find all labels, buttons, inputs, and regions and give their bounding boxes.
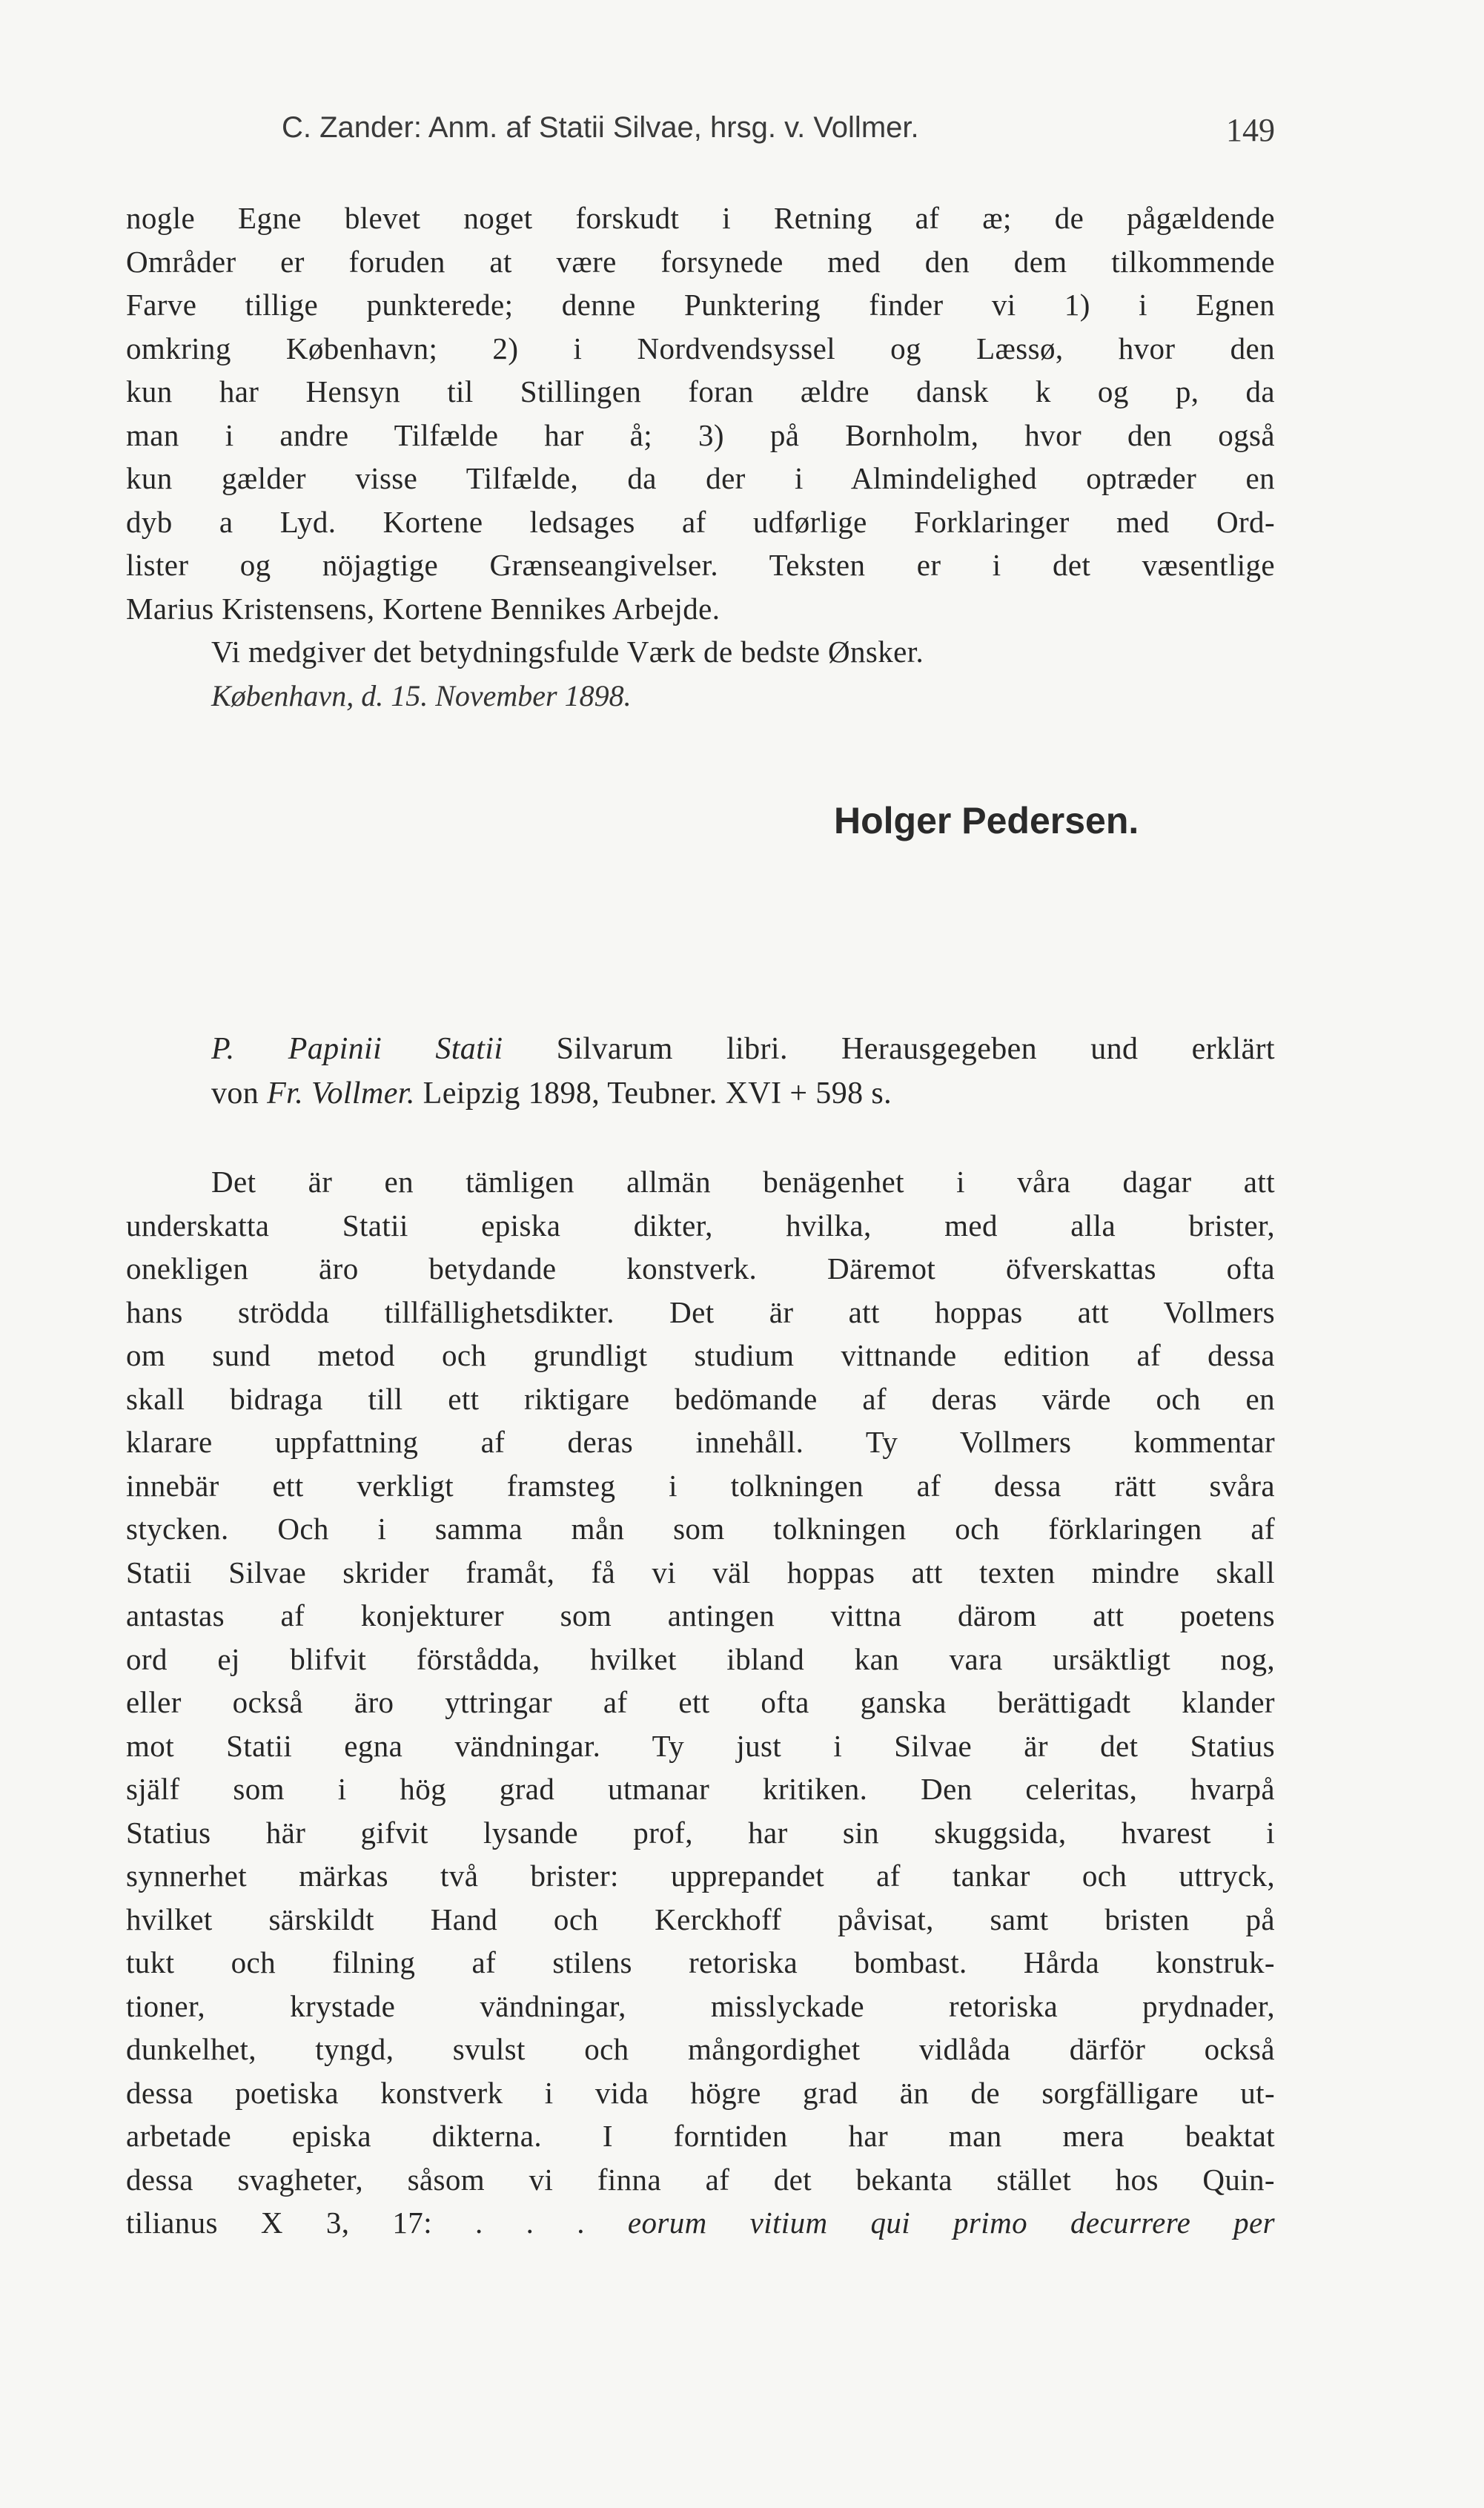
text-line: man i andre Tilfælde har å; 3) på Bornholm, hvor den også <box>126 417 1275 452</box>
previous-review-text <box>126 196 1275 674</box>
text-line: eller också äro yttringar af ett ofta ganska berättigadt klander <box>126 1685 1275 1719</box>
text-line: klarare uppfattning af deras innehåll. Ty Vollmers kommentar <box>126 1425 1275 1459</box>
editor-prefix: von <box>211 1076 259 1111</box>
author-name: Papinii Statii <box>288 1032 503 1066</box>
text-line: antastas af konjekturer som antingen vittna därom att poetens <box>126 1598 1275 1632</box>
text-line-final <box>126 2201 1275 2245</box>
text-line: kun har Hensyn til Stillingen foran ældre dansk k og p, da <box>126 374 1275 408</box>
text-line: Marius Kristensens, Kortene Bennikes Arbejde. <box>126 591 721 626</box>
editor-name: Fr. Vollmer. <box>267 1076 415 1111</box>
text-line: om sund metod och grundligt studium vittnande edition af dessa <box>126 1338 1275 1372</box>
text-line: arbetade episka dikterna. I forntiden har man mera beaktat <box>126 2119 1275 2153</box>
text-line: lister og nöjagtige Grænseangivelser. Teksten er i det væsentlige <box>126 548 1275 582</box>
text-line: stycken. Och i samma mån som tolkningen och förklaringen af <box>126 1512 1275 1546</box>
review-heading <box>211 1027 1275 1116</box>
text-line: tioner, krystade vändningar, misslyckade retoriska prydnader, <box>126 1988 1275 2023</box>
text-line: onekligen äro betydande konstverk. Däremot öfverskattas ofta <box>126 1251 1275 1286</box>
text-line: dyb a Lyd. Kortene ledsages af udførlige Forklaringer med Ord- <box>126 504 1275 539</box>
text-line: Områder er foruden at være forsynede med den dem tilkommende <box>126 244 1275 279</box>
text-line: tukt och filning af stilens retoriska bombast. Hårda konstruk- <box>126 1945 1275 1979</box>
citation-plain: tilianus X 3, 17: . . . <box>126 2206 585 2240</box>
closing-line: Vi medgiver det betydningsfulde Værk de bedste Ønsker. <box>211 635 924 669</box>
text-line: dunkelhet, tyngd, svulst och mångordighet vidlåda därför också <box>126 2032 1275 2066</box>
page-number: 149 <box>1226 112 1275 148</box>
text-line: dessa poetiska konstverk i vida högre grad än de sorgfälligare ut- <box>126 2075 1275 2110</box>
signature: Holger Pedersen. <box>834 800 1139 841</box>
text-line: innebär ett verkligt framsteg i tolkningen af dessa rätt svåra <box>126 1468 1275 1503</box>
text-line: ord ej blifvit förstådda, hvilket ibland kan vara ursäktligt nog, <box>126 1641 1275 1676</box>
review-body-text <box>126 1160 1275 2245</box>
dateline: København, d. 15. November 1898. <box>211 679 632 712</box>
text-line: Statii Silvae skrider framåt, få vi väl hoppas att texten mindre skall <box>126 1555 1275 1589</box>
text-line: Farve tillige punkterede; denne Punktering finder vi 1) i Egnen <box>126 288 1275 322</box>
text-line: synnerhet märkas två brister: upprepandet af tankar och uttryck, <box>126 1859 1275 1893</box>
text-line: mot Statii egna vändningar. Ty just i Silvae är det Statius <box>126 1728 1275 1763</box>
text-line: hans strödda tillfällighetsdikter. Det är att hoppas att Vollmers <box>126 1294 1275 1329</box>
publication-info: Leipzig 1898, Teubner. XVI + 598 s. <box>423 1076 892 1111</box>
text-line: skall bidraga till ett riktigare bedömande af deras värde och en <box>126 1381 1275 1416</box>
text-line: hvilket särskildt Hand och Kerckhoff påvisat, samt bristen på <box>126 1902 1275 1936</box>
text-line: omkring København; 2) i Nordvendsyssel og Læssø, hvor den <box>126 331 1275 365</box>
running-head <box>282 111 1275 148</box>
text-line: själf som i hög grad utmanar kritiken. Den celeritas, hvarpå <box>126 1772 1275 1806</box>
author-prefix: P. <box>211 1032 235 1066</box>
review-publication-line <box>211 1071 1275 1116</box>
text-line: kun gælder visse Tilfælde, da der i Almindelighed optræder en <box>126 461 1275 495</box>
text-line: nogle Egne blevet noget forskudt i Retning af æ; de pågældende <box>126 201 1275 235</box>
text-line: Statius här gifvit lysande prof, har sin skuggsida, hvarest i <box>126 1815 1275 1850</box>
text-line: dessa svagheter, såsom vi finna af det bekanta stället hos Quin- <box>126 2162 1275 2197</box>
running-title: C. Zander: Anm. af Statii Silvae, hrsg. v. Vollmer. <box>282 111 919 144</box>
book-title: Silvarum libri. Herausgegeben und erklärt <box>556 1032 1275 1066</box>
citation-quote: eorum vitium qui primo decurrere per <box>627 2206 1275 2240</box>
text-line: Det är en tämligen allmän benägenhet i våra dagar att <box>211 1165 1275 1199</box>
text-line: underskatta Statii episka dikter, hvilka, med alla brister, <box>126 1208 1275 1243</box>
review-title-line <box>211 1027 1275 1071</box>
